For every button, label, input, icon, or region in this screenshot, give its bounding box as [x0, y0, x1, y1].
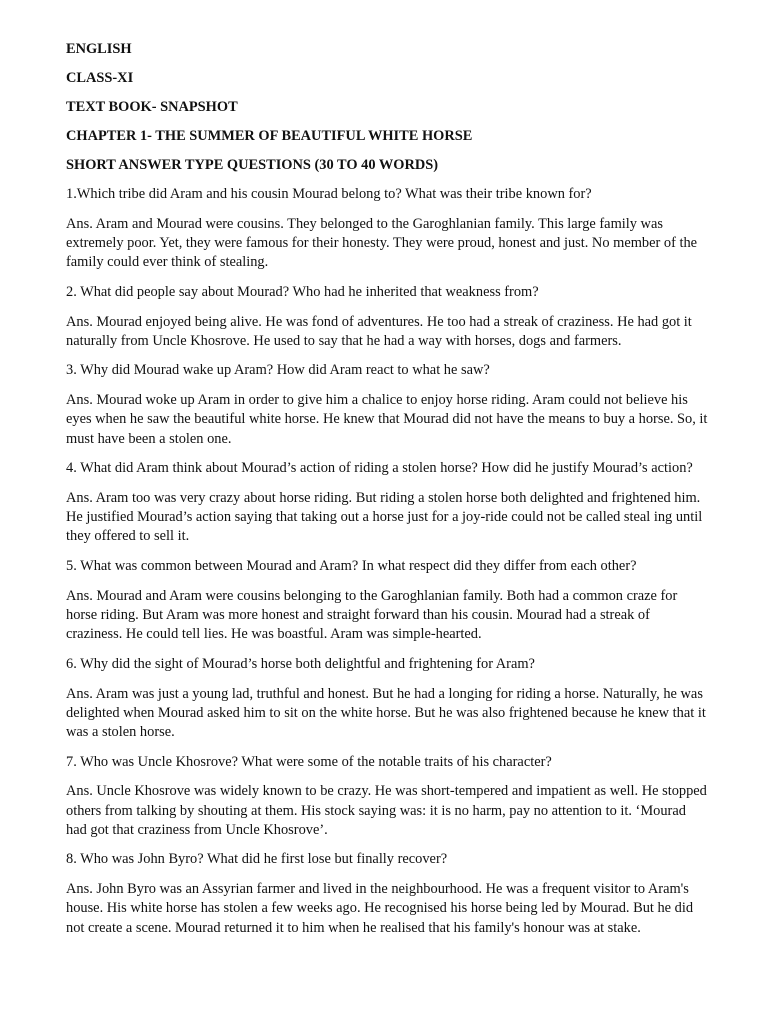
- question-8: 8. Who was John Byro? What did he first lose but finally recover?: [66, 851, 448, 868]
- class-heading: CLASS-XI: [66, 70, 134, 86]
- answer-5: Ans. Mourad and Aram were cousins belonging to the Garoghlanian family. Both had a common craze for horse riding. But Aram was more honest and straight forward than his cousin. Mourad had a streak of craziness. He could tell lies. He was boastful. Aram was simple-hearted.: [66, 587, 678, 643]
- question-7: 7. Who was Uncle Khosrove? What were some of the notable traits of his character?: [66, 753, 552, 770]
- question-4: 4. What did Aram think about Mourad’s action of riding a stolen horse? How did he justify Mourad’s action?: [66, 460, 693, 477]
- answer-3: Ans. Mourad woke up Aram in order to give him a chalice to enjoy horse riding. Aram could not believe his eyes when he saw the beautiful white horse. He knew that Mourad did not have the means to buy a horse. So, it must have been a stolen one.: [66, 392, 708, 447]
- answer-7: Ans. Uncle Khosrove was widely known to be crazy. He was short-tempered and impatient as well. He stopped others from talking by shouting at them. His stock saying was: it is no harm, pay no attention to it. ‘Mourad had got that craziness from Uncle Khosrove’.: [66, 783, 707, 838]
- textbook-heading: TEXT BOOK- SNAPSHOT: [66, 99, 238, 115]
- question-5: 5. What was common between Mourad and Aram? In what respect did they differ from each other?: [66, 558, 637, 575]
- section-heading: SHORT ANSWER TYPE QUESTIONS (30 TO 40 WORDS): [66, 157, 439, 173]
- answer-8: Ans. John Byro was an Assyrian farmer and lived in the neighbourhood. He was a frequent visitor to Aram's house. His white horse has stolen a few weeks ago. He recognised his horse being led by Mourad. But he did not create a scene. Mourad returned it to him when he realised that his family's honour was at stake.: [66, 881, 694, 936]
- answer-2: Ans. Mourad enjoyed being alive. He was fond of adventures. He too had a streak of craziness. He had got it naturally from Uncle Khosrove. He used to say that he had a way with horses, dogs and farmers.: [66, 313, 692, 349]
- chapter-heading: CHAPTER 1- THE SUMMER OF BEAUTIFUL WHITE HORSE: [66, 128, 473, 144]
- answer-1: Ans. Aram and Mourad were cousins. They belonged to the Garoghlanian family. This large family was extremely poor. Yet, they were famous for their honesty. They were proud, honest and just. No member of the family could ever think of stealing.: [66, 215, 698, 271]
- question-6: 6. Why did the sight of Mourad’s horse both delightful and frightening for Aram?: [66, 655, 535, 672]
- question-3: 3. Why did Mourad wake up Aram? How did Aram react to what he saw?: [66, 362, 490, 379]
- question-2: 2. What did people say about Mourad? Who had he inherited that weakness from?: [66, 283, 539, 300]
- question-1: 1.Which tribe did Aram and his cousin Mourad belong to? What was their tribe known for?: [66, 186, 592, 202]
- answer-4: Ans. Aram too was very crazy about horse riding. But riding a stolen horse both delighted and frightened him. He justified Mourad’s action saying that taking out a horse just for a joy-ride could not be called steal ing until they offered to sell it.: [66, 489, 703, 545]
- subject-heading: ENGLISH: [66, 41, 132, 57]
- answer-6: Ans. Aram was just a young lad, truthful and honest. But he had a longing for riding a horse. Naturally, he was delighted when Mourad asked him to sit on the white horse. But he was also frightened because he knew that it was a stolen horse.: [66, 685, 706, 740]
